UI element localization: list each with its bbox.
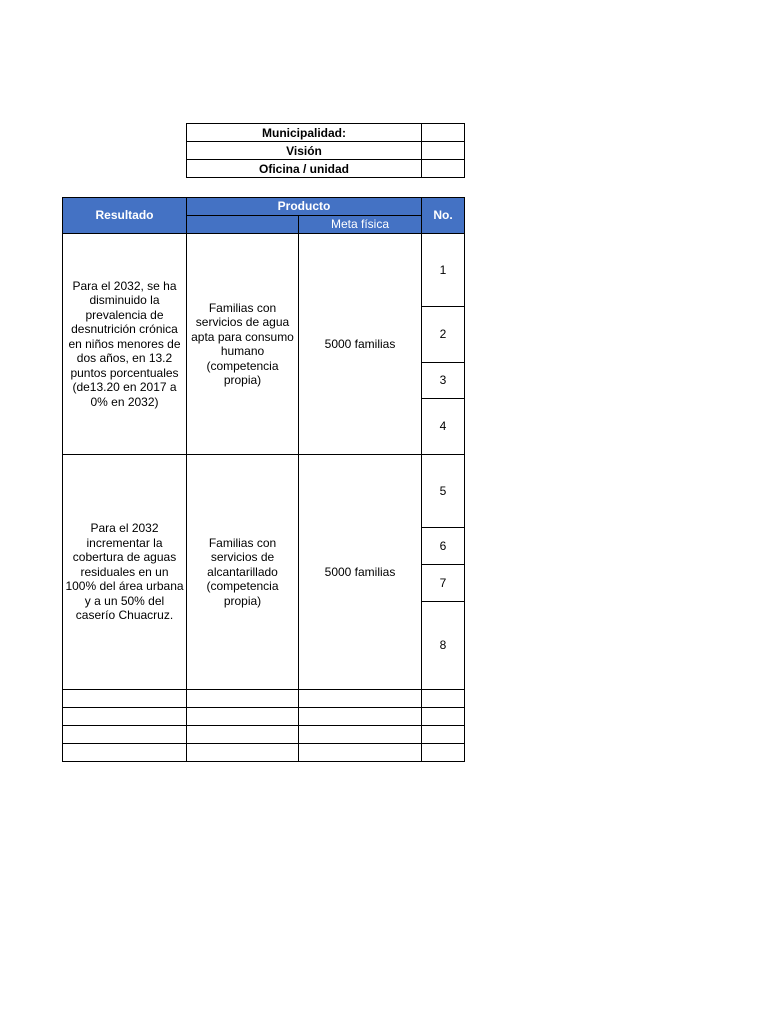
empty-cell[interactable] <box>187 708 299 726</box>
resultado-cell[interactable] <box>63 455 187 690</box>
no-cell[interactable]: 1 <box>422 234 465 307</box>
municipalidad-label: Municipalidad: <box>187 124 422 142</box>
meta-fisica-cell[interactable] <box>299 455 422 690</box>
no-cell[interactable]: 8 <box>422 602 465 690</box>
table-row <box>63 234 465 307</box>
empty-cell[interactable] <box>299 690 422 708</box>
empty-row <box>63 726 465 744</box>
header-meta-fisica: Meta física <box>299 216 422 234</box>
empty-cell[interactable] <box>187 690 299 708</box>
empty-row <box>63 708 465 726</box>
municipalidad-row <box>187 124 465 142</box>
no-cell[interactable]: 2 <box>422 307 465 363</box>
empty-cell[interactable] <box>422 708 465 726</box>
empty-cell[interactable] <box>422 726 465 744</box>
header-producto: Producto <box>187 198 422 216</box>
vision-row <box>187 142 465 160</box>
meta-fisica-text: 5000 familias <box>324 564 396 579</box>
empty-cell[interactable] <box>299 744 422 762</box>
empty-cell[interactable] <box>299 708 422 726</box>
empty-cell[interactable] <box>422 744 465 762</box>
vision-label: Visión <box>187 142 422 160</box>
municipalidad-value[interactable] <box>422 124 465 142</box>
no-cell[interactable]: 4 <box>422 399 465 455</box>
producto-text: Familias con servicios de alcantarillado (competencia propia) <box>206 535 279 608</box>
header-row-top <box>63 198 465 216</box>
vision-value[interactable] <box>422 142 465 160</box>
empty-cell[interactable] <box>63 708 187 726</box>
empty-cell[interactable] <box>187 726 299 744</box>
resultado-text: Para el 2032, se ha disminuido la prevalencia de desnutrición crónica en niños menores de dos años, en 13.2 puntos porcentuales (de13.20 en 2017 a 0% en 2032) <box>68 278 181 409</box>
meta-fisica-cell[interactable] <box>299 234 422 455</box>
empty-row <box>63 690 465 708</box>
no-cell[interactable]: 3 <box>422 363 465 399</box>
meta-fisica-text: 5000 familias <box>324 336 396 351</box>
empty-cell[interactable] <box>187 744 299 762</box>
producto-cell[interactable] <box>187 234 299 455</box>
results-table <box>62 197 465 762</box>
empty-cell[interactable] <box>63 744 187 762</box>
no-cell[interactable]: 6 <box>422 528 465 565</box>
empty-cell[interactable] <box>63 726 187 744</box>
table-row <box>63 455 465 528</box>
oficina-row <box>187 160 465 178</box>
empty-cell[interactable] <box>63 690 187 708</box>
empty-row <box>63 744 465 762</box>
resultado-cell[interactable] <box>63 234 187 455</box>
producto-text: Familias con servicios de agua apta para consumo humano (competencia propia) <box>191 300 294 387</box>
header-resultado: Resultado <box>63 198 187 234</box>
oficina-value[interactable] <box>422 160 465 178</box>
empty-cell[interactable] <box>299 726 422 744</box>
no-cell[interactable]: 5 <box>422 455 465 528</box>
header-no: No. <box>422 198 465 234</box>
header-producto-sub <box>187 216 299 234</box>
empty-cell[interactable] <box>422 690 465 708</box>
resultado-text: Para el 2032 incrementar la cobertura de aguas residuales en un 100% del área urbana y a un 50% del caserío Chuacruz. <box>65 521 184 623</box>
oficina-label: Oficina / unidad <box>187 160 422 178</box>
producto-cell[interactable] <box>187 455 299 690</box>
header-info-table <box>186 123 465 178</box>
no-cell[interactable]: 7 <box>422 565 465 602</box>
